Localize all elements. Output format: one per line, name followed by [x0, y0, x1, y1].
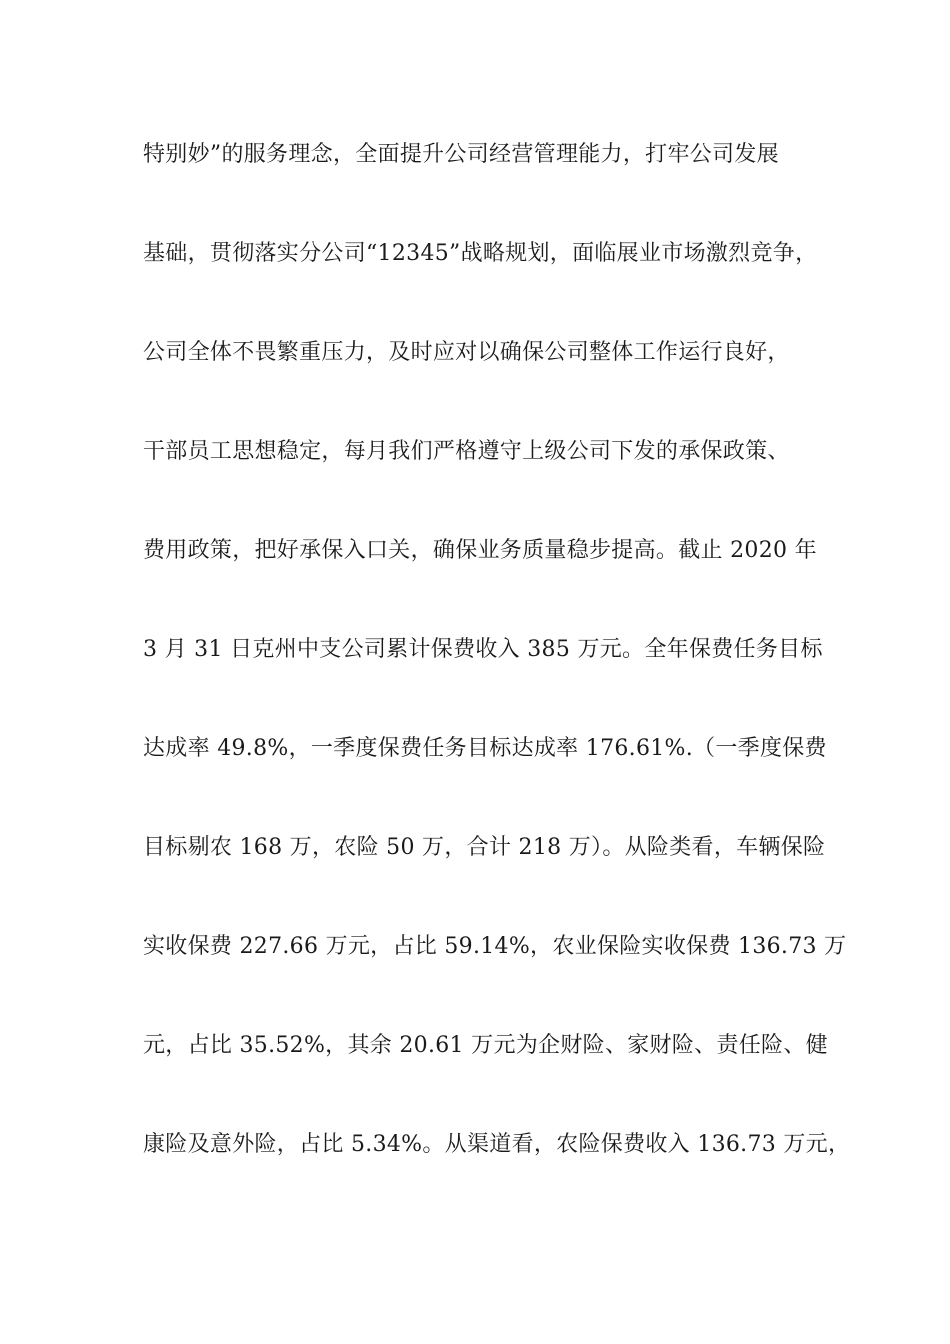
text-line-6: 3 月 31 日克州中支公司累计保费收入 385 万元。全年保费任务目标	[143, 637, 823, 662]
text-line-1: 特别妙”的服务理念，全面提升公司经营管理能力，打牢公司发展	[143, 142, 779, 167]
text-line-3: 公司全体不畏繁重压力，及时应对以确保公司整体工作运行良好，	[143, 340, 790, 365]
text-line-10: 元，占比 35.52%，其余 20.61 万元为企财险、家财险、责任险、健	[143, 1033, 828, 1058]
text-line-4: 干部员工思想稳定，每月我们严格遵守上级公司下发的承保政策、	[143, 439, 790, 464]
text-line-8: 目标剔农 168 万，农险 50 万，合计 218 万）。从险类看，车辆保险	[143, 835, 826, 860]
text-line-11: 康险及意外险，占比 5.34%。从渠道看，农险保费收入 136.73 万元，	[143, 1132, 851, 1157]
text-line-2: 基础，贯彻落实分公司“12345”战略规划，面临展业市场激烈竞争，	[143, 241, 818, 266]
body-paragraph	[143, 136, 851, 1225]
text-line-7: 达成率 49.8%，一季度保费任务目标达成率 176.61%.（一季度保费	[143, 736, 827, 761]
text-line-5: 费用政策，把好承保入口关，确保业务质量稳步提高。截止 2020 年	[143, 538, 817, 563]
text-line-9: 实收保费 227.66 万元，占比 59.14%，农业保险实收保费 136.73 万	[143, 934, 847, 959]
